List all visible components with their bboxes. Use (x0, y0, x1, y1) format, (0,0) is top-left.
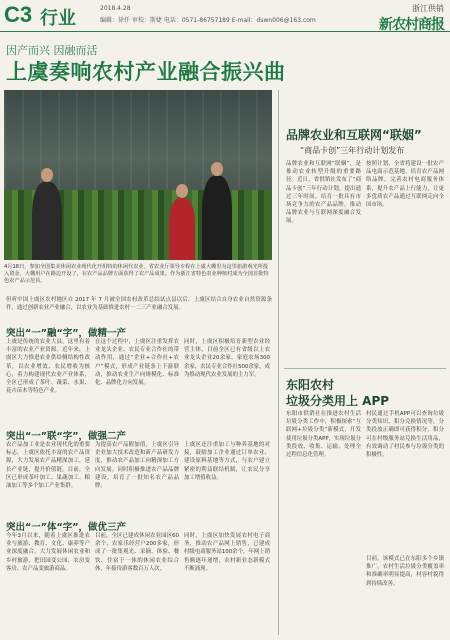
subheading-1: 突出“一”融“字”，做精一产 (6, 328, 126, 339)
body-column: 上虞是传统的农业大县，这里有着丰富的农业产业资源。近年来，上虞区大力推进农业供给侧结构性改革，以农业增效、农民增收为核心，着力构建现代农业产业体系，全区已形成了茶叶、蔬菜、水果、花卉苗木等特色产业。 (6, 339, 90, 395)
person-figure (169, 198, 195, 260)
body-column: 同时，上虞区积极培育新型农业经营主体，目前全区已有省级以上农业龙头企业20余家，家庭农场300余家，农民专业合作社500余家，成为推动现代农业发展的主力军。 (184, 339, 270, 378)
person-head (176, 184, 188, 198)
body-column: 目前，全区已建成休闲农业园区60余个，农家乐经营户200多家，形成了一批集观光、采摘、体验、餐饮、住宿于一体的休闲农业综合体，年接待游客数百万人次。 (95, 533, 179, 572)
body-column: 今年3月以来，随着上虞区推进农业与旅游、教育、文化、康养等产业深度融合，大力发展休闲农业和乡村旅游，把田园变公园、农房变客房、农产品变旅游商品。 (6, 533, 90, 572)
body-column: 农产品加工业是农业现代化的重要标志。上虞区依托丰富的农产品资源，大力发展农产品精深加工，延长产业链，提升价值链。目前，全区已形成茶叶加工、果蔬加工、粮油加工等多个加工产业集群。 (6, 442, 90, 490)
body-column: 上虞区还注重加工与种养基地的对接，鼓励加工企业通过订单农业、建设原料基地等方式，与农户建立紧密的利益联结机制，让农民分享加工增值收益。 (184, 442, 270, 481)
person-head (211, 162, 223, 176)
person-figure (202, 176, 232, 260)
paper-name: 浙江供销 (412, 4, 444, 13)
person-head (41, 168, 53, 182)
main-headline: 上虞奏响农村产业融合振兴曲 (6, 60, 286, 84)
side-body: 品牌农业和互联网“联姻”，是推动农业转型升级的重要路径。近日，省供销社发布了“商品卡创”三年行动计划，提出通过三年时间，培育一批具有市场竞争力的农产品品牌，推动品牌农业与互联网深度融合发展。 (286, 161, 361, 225)
side-body: 目前，该模式已在东阳多个乡镇推广，农村生活垃圾分类覆盖率和准确率明显提高，村容村貌得到持续改善。 (366, 556, 444, 587)
editor-info: 编辑：徐仟 审校：斯婕 电话：0571-86757189 E-mail：dswn006@163.com (100, 17, 316, 24)
caption-text: 4月18日，参加全国集美休闲农业现代化开组特的休闲代农业，省农业厅领导专程在上虞大棚里为这里旅游观光所投入资金，大棚用户在路边开设了，在农产品品牌方面获得了农产品成果。作为浙江省特色农业种植村成为全国首批特色农产品示范县。 (4, 264, 269, 285)
lead-paragraph: 但听中国上虞区农村地区自 2017 年 7 月被全国农村改革总结试点县以后，上虞区结合自身农业自然资源条件，通过创新农业产业融合，以农业为基础推进农村一二三产业融合发展。 (6, 297, 272, 312)
side-subheadline-1: “商品卡创”三年行动计划发布 (300, 146, 405, 155)
paper-logo: 新农村商报 (379, 17, 444, 33)
photo-caption (4, 264, 272, 286)
subheading-3: 突出“一”体“字”，做优三产 (6, 522, 126, 533)
side-headline-2-line2: 垃圾分类用上 APP (286, 394, 390, 408)
person-figure (32, 182, 62, 260)
page-header (0, 0, 450, 32)
section-name: 行业 (40, 8, 76, 29)
body-column: 在这个过程中，上虞区注重发挥农业龙头企业、农民专业合作社的带动作用，通过“企业+合作社+农户”模式，形成产业链条上下游联动，推动农业生产向规模化、标准化、品牌化方向发展。 (95, 339, 179, 387)
body-column: 为提高农产品附加值，上虞区引导企业加大技术改造和新产品研发力度，推动农产品加工向精深加工方向发展。同时积极推进农产品品牌建设，培育了一批知名农产品品牌。 (95, 442, 179, 490)
side-body: 村民通过手机APP可以查询垃圾分类知识、积分兑换情况等，分类投放正确即可获得积分，积分可在村级服务站兑换生活用品，有效调动了村民参与垃圾分类的积极性。 (366, 411, 444, 459)
subheading-2: 突出“一”联“字”，做强二产 (6, 431, 126, 442)
column-divider (278, 90, 279, 635)
body-column: 同时，上虞区加快发展农村电子商务，推动农产品网上销售，已建成村级电商服务站100余个，年网上销售额逐年递增，农村新业态新模式不断涌现。 (184, 533, 270, 572)
news-photo (4, 90, 272, 260)
section-number: C3 (4, 2, 33, 27)
side-headline-2-line1: 东阳农村 (286, 378, 335, 392)
section-divider (284, 368, 446, 369)
side-headline-1: 品牌农业和互联网“联姻” (286, 128, 422, 142)
side-body: 东阳市供销社在推进农村生活垃圾分类工作中，积极探索“互联网+垃圾分类”新模式，开发使用垃圾分类APP，实现垃圾分类投放、收集、运输、处理全过程信息化管理。 (286, 411, 361, 459)
kicker: 因产而兴 因融而活 (6, 44, 98, 57)
issue-date: 2018.4.28 (100, 5, 131, 12)
side-body: 按照计划，全省将建设一批农产品电商示范基地，培育农产品网络品牌，完善农村电商服务体系，提升农产品上行能力，让更多优质农产品通过互联网走向全国市场。 (366, 161, 444, 209)
